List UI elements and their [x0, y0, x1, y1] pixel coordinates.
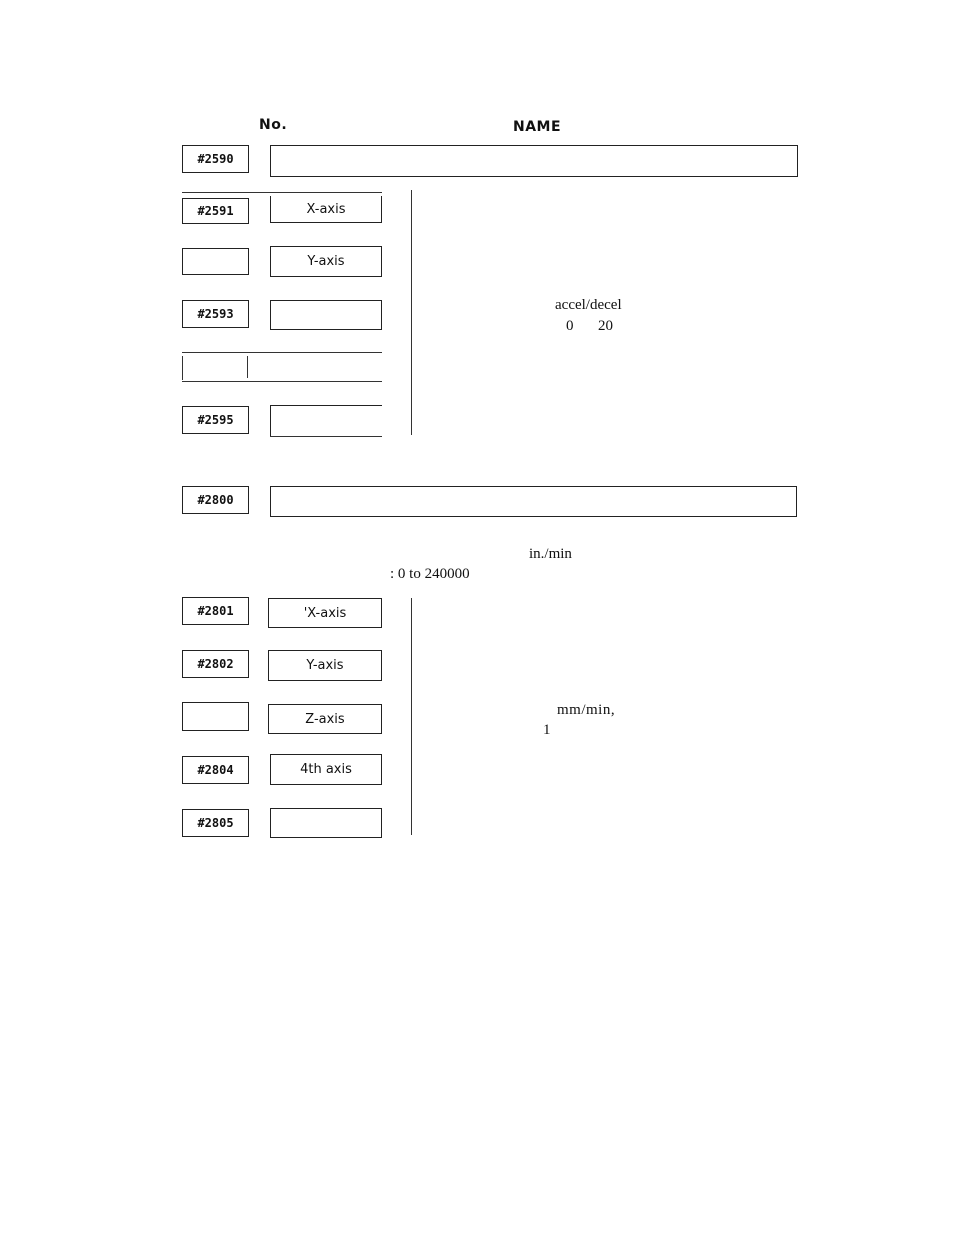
- inch-unit: in./min: [529, 546, 572, 562]
- row-axis-box: Y-axis: [270, 246, 382, 277]
- param-name-box: [270, 486, 797, 517]
- divider: [182, 352, 382, 353]
- row-axis-box: Y-axis: [268, 650, 382, 681]
- row-axis-box: 4th axis: [270, 754, 382, 785]
- row-number-box: #2593: [182, 300, 249, 328]
- param-number-box: #2800: [182, 486, 249, 514]
- divider: [182, 192, 382, 193]
- name-column-header: NAME: [513, 119, 562, 135]
- row-number-box: #2804: [182, 756, 249, 784]
- range-from: 0: [566, 318, 574, 334]
- row-number-edge: [247, 356, 248, 378]
- row-number-box: #2591: [182, 198, 249, 224]
- mm-unit: mm/min,: [557, 702, 616, 718]
- description-bracket: [411, 190, 412, 435]
- param-name-box: [270, 145, 798, 177]
- row-number-box: #2805: [182, 809, 249, 837]
- feed-range: : 0 to 240000: [390, 566, 470, 582]
- row-number-box: #2802: [182, 650, 249, 678]
- row-axis-box: Z-axis: [268, 704, 382, 734]
- row-axis-box: 'X-axis: [268, 598, 382, 628]
- range-to: 20: [598, 318, 613, 334]
- row-number-box: [182, 248, 249, 275]
- row-axis-box: [270, 300, 382, 330]
- mm-unit-value: 1: [543, 722, 551, 738]
- row-axis-box: [270, 808, 382, 838]
- description-bracket: [411, 598, 412, 835]
- row-number-box: [182, 702, 249, 731]
- row-number-box: #2801: [182, 597, 249, 625]
- row-axis-box: [270, 405, 382, 436]
- row-number-box: #2595: [182, 406, 249, 434]
- param-number-box: #2590: [182, 145, 249, 173]
- row-number-edge: [182, 356, 183, 380]
- divider: [270, 436, 382, 437]
- accel-decel-unit: accel/decel: [555, 297, 622, 313]
- no-column-header: No.: [259, 117, 288, 133]
- divider: [182, 381, 382, 382]
- row-axis-box: X-axis: [270, 196, 382, 223]
